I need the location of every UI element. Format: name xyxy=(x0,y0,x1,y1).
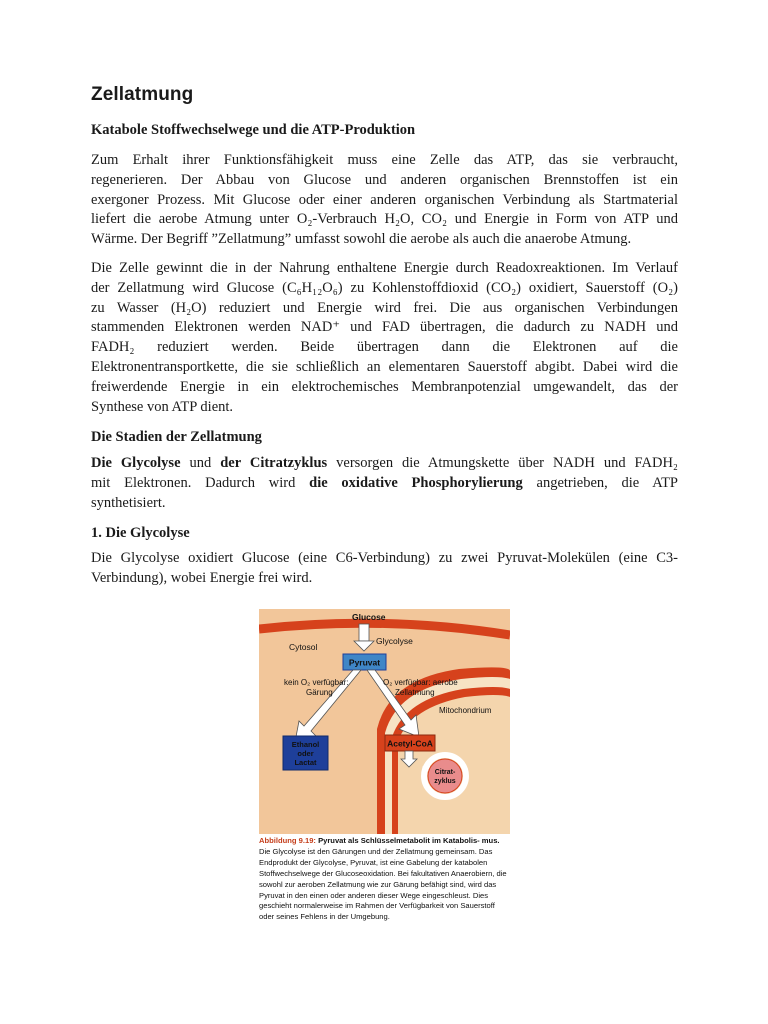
text-line: Die Glycolyse oxidiert Glucose (eine C6-Verbindung) zu zwei Pyruvat-Molekülen (eine C3- xyxy=(91,550,678,566)
acetyl-coa-label: Acetyl-CoA xyxy=(387,738,433,749)
text-line: Synthese von ATP dient. xyxy=(91,398,234,415)
glucose-arrow-shaft xyxy=(359,624,369,641)
citratzyklus-circle xyxy=(428,759,462,793)
zellatmung-label: Zellatmung xyxy=(395,688,435,697)
caption-figure-number: Abbildung 9.19: xyxy=(259,836,316,845)
text-line xyxy=(91,454,678,474)
text-fragment: angetrieben, die ATP xyxy=(522,474,678,491)
text-line: der Zellatmung wird Glucose (C₆H₁₂O₆) zu Kohlenstoffdioxid (CO₂) oxidiert, Sauerstoff (O₂) xyxy=(91,279,678,296)
no-oxygen-label: kein O₂ verfügbar: xyxy=(284,678,349,687)
section-heading-katabole: Katabole Stoffwechselwege und die ATP-Produktion xyxy=(91,122,416,138)
text-line: Die Zelle gewinnt die in der Nahrung enthaltene Energie durch Readoxreaktionen. Im Verlauf xyxy=(91,260,678,276)
text-fragment: mit Elektronen. Dadurch wird xyxy=(91,474,310,491)
text-line: Wärme. Der Begriff ”Zellatmung” umfasst sowohl die aerobe als auch die anaerobe Atmung. xyxy=(91,231,632,248)
text-line: Verbindung), wobei Energie frei wird. xyxy=(91,569,313,586)
glucose-label: Glucose xyxy=(352,612,386,622)
text-line: stammenden Elektronen werden NAD⁺ und FAD übertragen, die dadurch zu NADH und xyxy=(91,319,678,336)
oxygen-label: O₂ verfügbar: aerobe xyxy=(383,678,458,687)
text-fragment: und xyxy=(180,455,221,471)
cytosol-label: Cytosol xyxy=(289,642,318,652)
section-heading-glycolyse: 1. Die Glycolyse xyxy=(91,525,190,541)
text-fragment: versorgen die Atmungskette über NADH und FADH₂ xyxy=(327,455,678,471)
oder-label: oder xyxy=(297,749,314,758)
text-line: liefert die aerobe Atmung unter O₂-Verbrauch H₂O, CO₂ und Energie in Form von ATP und xyxy=(91,211,678,228)
text-line: synthetisiert. xyxy=(91,494,166,511)
caption-title: Pyruvat als Schlüsselmetabolit im Katabolis- mus. xyxy=(315,836,500,845)
text-line: regenerieren. Der Abbau von Glucose und anderen organischen Brennstoffen ist ein xyxy=(91,171,678,188)
pyruvat-label: Pyruvat xyxy=(348,657,381,668)
paragraph-intro xyxy=(91,151,678,250)
glycolyse-label: Glycolyse xyxy=(376,636,413,646)
gaerung-label: Gärung xyxy=(306,688,333,697)
pyruvat-diagram xyxy=(259,609,510,834)
text-line xyxy=(91,474,678,494)
text-line: zu Wasser (H₂O) reduziert und Energie wird frei. Die aus organischen Verbindungen xyxy=(91,299,678,316)
caption-text: Die Glycolyse ist den Gärungen und der Zellatmung gemeinsam. Das Endprodukt der Glycolyse, Pyruvat, ist eine Gabelung der katabolen Stoffwechselwege der Glucoseoxidation. Bei fakultativen Anaerobiern, die sowohl zur aeroben Zellatmung wie zur Gärung befähigt sind, wird das Pyruvat in den einen oder anderen dieser Wege eingeschleust. Dies geschieht normalerweise im Rahmen der Verfügbarkeit von Sauerstoff oder seines Fehlens in der Umgebung. xyxy=(259,846,507,922)
figure-caption xyxy=(259,836,510,923)
text-line: FADH₂ reduziert werden. Beide übertragen dann die Elektronen auf die xyxy=(91,339,678,356)
paragraph-stadien xyxy=(91,454,678,513)
figure-pyruvat xyxy=(259,609,510,927)
bold-term-glycolyse: Die Glycolyse xyxy=(91,455,181,471)
zyklus-label: zyklus xyxy=(434,778,456,785)
text-line: freiwerdende Energie in ein elektrochemisches Membranpotenzial umgewandelt, das der xyxy=(91,378,678,395)
text-line: exergoner Prozess. Mit Glucose oder einer anderen organischen Verbindung als Startmaterial xyxy=(91,191,678,208)
bold-term-citratzyklus: der Citratzyklus xyxy=(220,455,328,471)
paragraph-glycolyse xyxy=(91,549,678,589)
bold-term-oxphos: die oxidative Phosphorylierung xyxy=(309,474,523,491)
citrat-label: Citrat- xyxy=(434,769,456,776)
paragraph-redox xyxy=(91,259,678,417)
ethanol-label: Ethanol xyxy=(291,740,320,749)
text-line: Elektronentransportkette, die sie schließlich an elementaren Sauerstoff abgibt. Dabei wird die xyxy=(91,358,678,375)
lactat-label: Lactat xyxy=(294,758,317,767)
mitochondrium-label: Mitochondrium xyxy=(439,706,492,715)
text-line: Zum Erhalt ihrer Funktionsfähigkeit muss eine Zelle das ATP, das sie verbraucht, xyxy=(91,152,678,168)
section-heading-stadien: Die Stadien der Zellatmung xyxy=(91,429,262,445)
page-title: Zellatmung xyxy=(91,84,194,105)
